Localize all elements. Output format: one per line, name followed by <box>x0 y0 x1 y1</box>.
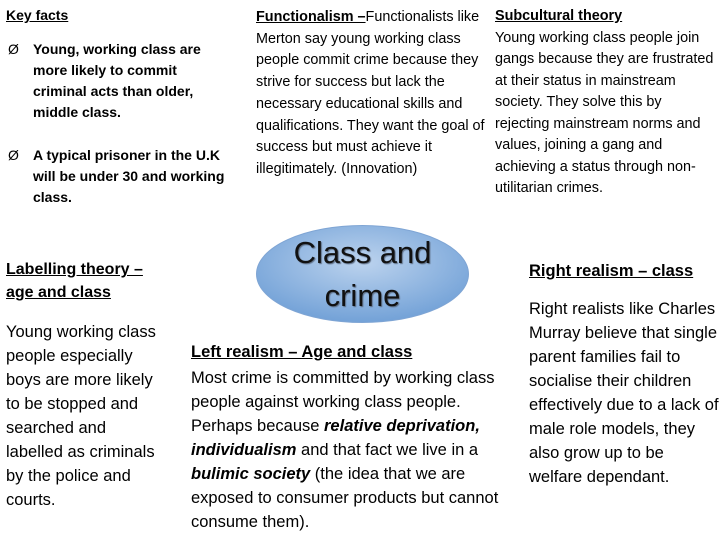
left-realism-heading: Left realism – Age and class <box>191 343 413 361</box>
left-realism-panel <box>191 340 511 534</box>
left-realism-emphasis-1: relative deprivation, individualism <box>191 417 480 459</box>
left-realism-text-1: Most crime is committed by working class people against working class people. Perhaps because <box>191 369 495 435</box>
central-topic-bubble <box>255 224 470 324</box>
key-fact-item <box>6 39 231 123</box>
subcultural-heading: Subcultural theory <box>495 8 623 24</box>
key-facts-title: Key facts <box>6 7 69 23</box>
key-fact-text: A typical prisoner in the U.K will be under 30 and working class. <box>33 147 225 205</box>
key-fact-item <box>6 145 231 208</box>
functionalism-panel <box>256 7 486 181</box>
right-realism-heading: Right realism – class <box>529 262 694 280</box>
labelling-heading: Labelling theory – age and class <box>6 261 143 301</box>
arrow-bullet-icon: Ø <box>8 41 19 57</box>
subcultural-body: Young working class people join gangs because they are frustrated at their status in mainstream society. They solve this by rejecting mainstream norms and values, joining a gang and achieving a status through non-utilitarian crimes. <box>495 29 714 196</box>
labelling-panel <box>6 258 166 512</box>
functionalism-heading: Functionalism – <box>256 9 366 25</box>
subcultural-panel <box>495 6 720 200</box>
functionalism-body: Functionalists like Merton say young working class people commit crime because they strive for success but lack the necessary educational skills and qualifications. They want the goal of success but must achieve it illegitimately. (Innovation) <box>256 9 485 177</box>
bubble-title <box>255 224 470 324</box>
left-realism-text-2: and that fact we live in a <box>296 441 479 459</box>
key-facts-list <box>6 39 231 208</box>
key-facts-panel <box>6 6 231 230</box>
left-realism-emphasis-2: bulimic society <box>191 465 311 483</box>
bubble-title-line-1: Class and <box>293 235 432 270</box>
labelling-body: Young working class people especially boys are more likely to be stopped and searched and labelled as criminals by the police and courts. <box>6 323 156 509</box>
right-realism-body: Right realists like Charles Murray believe that single parent families fail to socialise their children effectively due to a lack of male role models, they also grow up to be welfare dependant. <box>529 300 719 486</box>
right-realism-panel <box>529 259 719 489</box>
arrow-bullet-icon: Ø <box>8 147 19 163</box>
key-fact-text: Young, working class are more likely to commit criminal acts than older, middle class. <box>33 41 201 120</box>
left-realism-body <box>191 366 511 534</box>
left-realism-text-3: (the idea that we are exposed to consumer products but cannot consume them). <box>191 465 499 531</box>
bubble-title-line-2: crime <box>324 278 401 313</box>
